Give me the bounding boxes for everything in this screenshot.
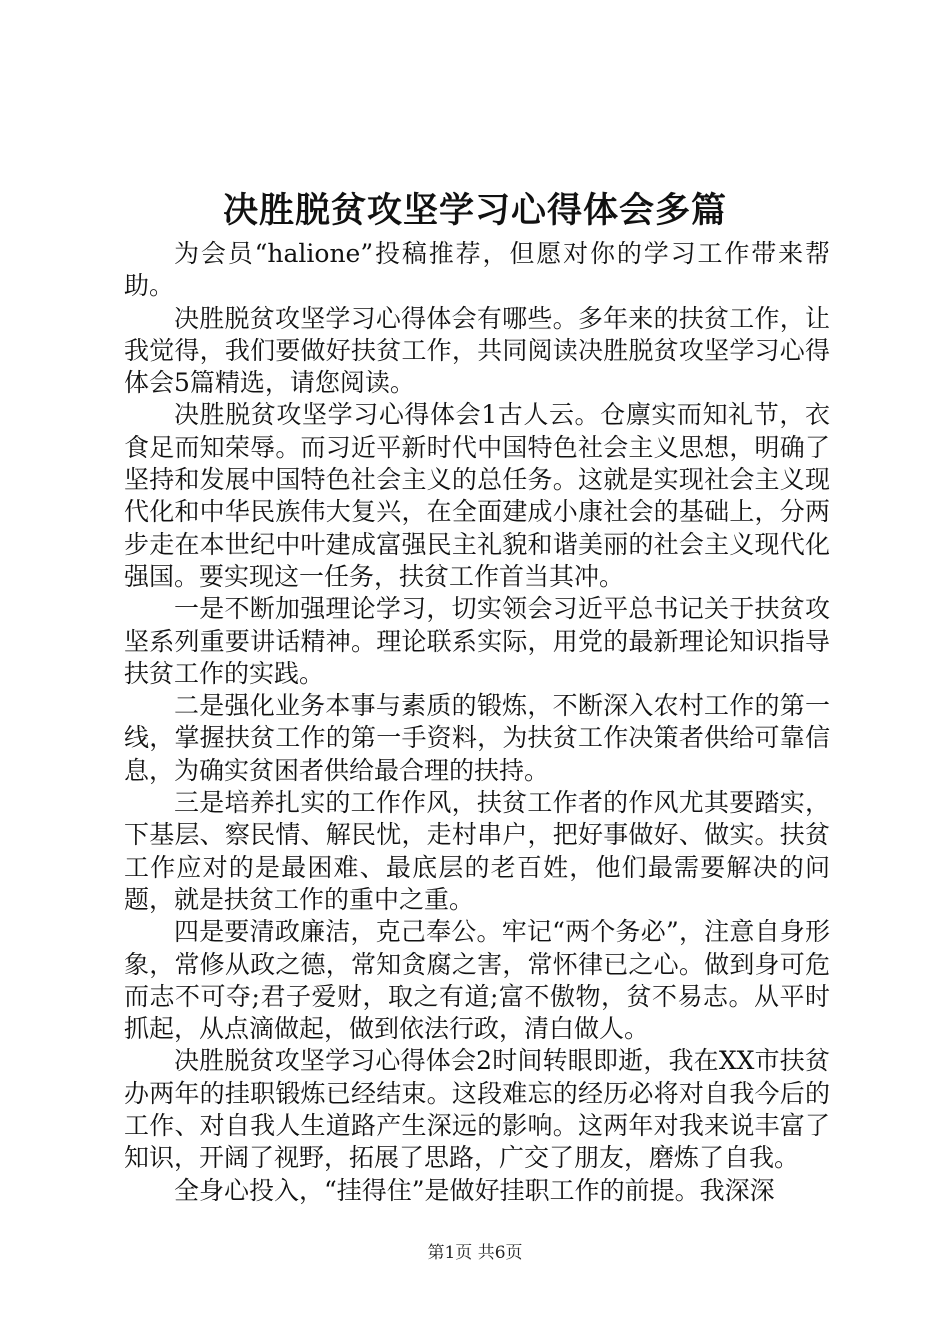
paragraph: 三是培养扎实的工作作风，扶贫工作者的作风尤其要踏实，下基层、察民情、解民忧，走村串户，把好事做好、做实。扶贫工作应对的是最困难、最底层的老百姓，他们最需要解决的问题，就是扶贫工作的重中之重。 (124, 788, 830, 914)
paragraph: 为会员“halione”投稿推荐，但愿对你的学习工作带来帮助。 (124, 239, 830, 301)
paragraph: 决胜脱贫攻坚学习心得体会有哪些。多年来的扶贫工作，让我觉得，我们要做好扶贫工作，共同阅读决胜脱贫攻坚学习心得体会5篇精选，请您阅读。 (124, 303, 830, 398)
page-footer: 第1页 共6页 (427, 1243, 523, 1263)
paragraph: 决胜脱贫攻坚学习心得体会2时间转眼即逝，我在XX市扶贫办两年的挂职锻炼已经结束。这段难忘的经历必将对自我今后的工作、对自我人生道路产生深远的影响。这两年对我来说丰富了知识，开阔了视野，拓展了思路，广交了朋友，磨炼了自我。 (124, 1046, 830, 1173)
document-body (124, 238, 830, 1207)
paragraph: 二是强化业务本事与素质的锻炼，不断深入农村工作的第一线，掌握扶贫工作的第一手资料，为扶贫工作决策者供给可靠信息，为确实贫困者供给最合理的扶持。 (124, 691, 830, 785)
paragraph: 一是不断加强理论学习，切实领会习近平总书记关于扶贫攻坚系列重要讲话精神。理论联系实际，用党的最新理论知识指导扶贫工作的实践。 (124, 594, 830, 688)
paragraph: 决胜脱贫攻坚学习心得体会1古人云。仓廪实而知礼节，衣食足而知荣辱。而习近平新时代中国特色社会主义思想，明确了坚持和发展中国特色社会主义的总任务。这就是实现社会主义现代化和中华民族伟大复兴，在全面建成小康社会的基础上，分两步走在本世纪中叶建成富强民主礼貌和谐美丽的社会主义现代化强国。要实现这一任务，扶贫工作首当其冲。 (124, 400, 830, 591)
document-title: 决胜脱贫攻坚学习心得体会多篇 (222, 190, 727, 231)
paragraph: 全身心投入，“挂得住”是做好挂职工作的前提。我深深 (174, 1175, 775, 1205)
paragraph: 四是要清政廉洁，克己奉公。牢记“两个务必”，注意自身形象，常修从政之德，常知贪腐之害，常怀律已之心。做到身可危而志不可夺;君子爱财，取之有道;富不傲物，贫不易志。从平时抓起，从点滴做起，做到依法行政，清白做人。 (124, 917, 830, 1044)
